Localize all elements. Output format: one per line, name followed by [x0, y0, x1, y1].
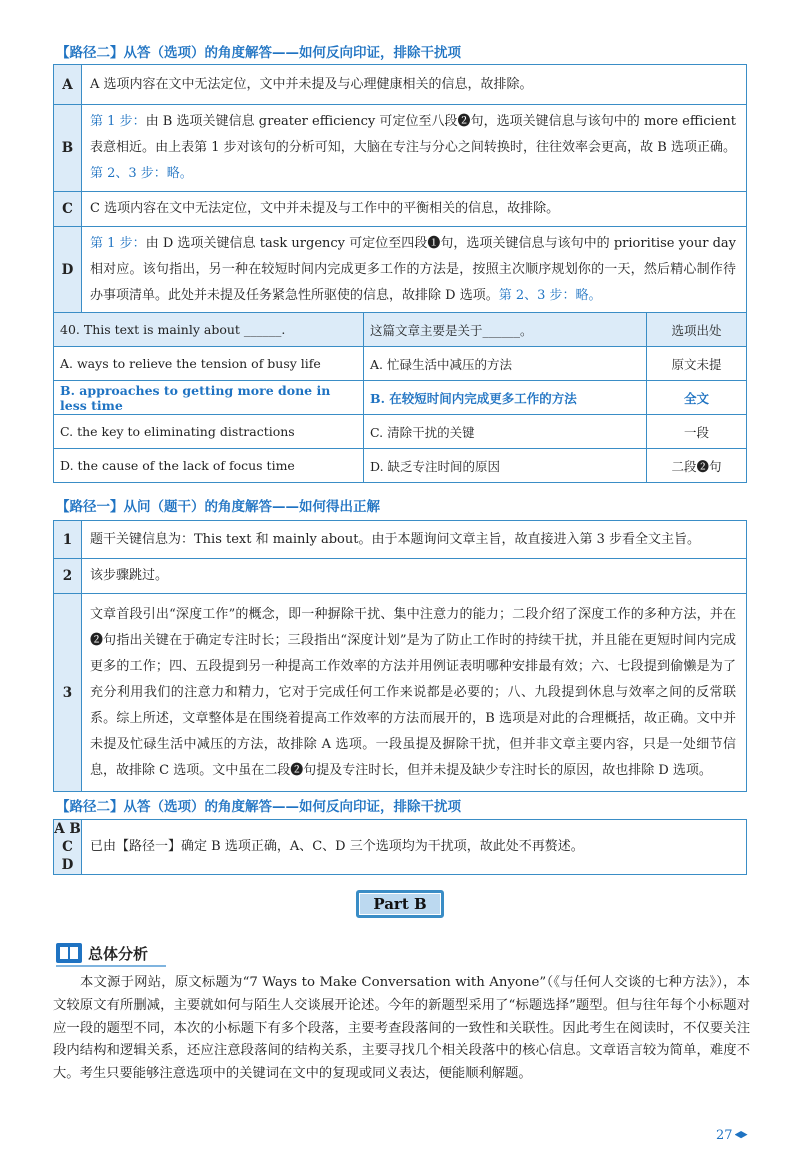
- option-label: C: [54, 192, 82, 227]
- book-icon: [56, 943, 82, 963]
- option-label: D: [54, 227, 82, 314]
- part-b-title: Part B: [359, 893, 441, 915]
- overview-paragraph: 本文源于网站，原文标题为“7 Ways to Make Conversation with Anyone”（《与任何人交谈的七种方法》），本文较原文有所删减，主要就如何与陌生人交谈展开论述。今年的新题型采用了“标题选择”题型。但与往年每个小标题对应一段的题型不同，本次的小标题下有多个段落，主要考查段落间的一致性和关联性。因此考生在阅读时，不仅要关注段内结构和逻辑关系，还应注意段落间的结构关系，主要寻找几个相关段落中的核心信息。文章语言较为简单，难度不大。考生只要能够注意选项中的关键词在文中的复现或同义表达，便能顺利解题。: [53, 975, 750, 1082]
- table-row: [54, 449, 747, 483]
- table-row: [54, 415, 747, 449]
- option-analysis: [82, 192, 747, 227]
- section-title: [56, 942, 148, 964]
- q40-path1-heading: 【路径一】从问（题干）的角度解答——如何得出正解: [56, 499, 380, 515]
- header-source: 选项出处: [647, 313, 747, 347]
- option-source: 一段: [647, 415, 747, 449]
- option-en: C. the key to eliminating distractions: [54, 415, 364, 449]
- step-suffix: 第 2、3 步：略。: [498, 288, 602, 303]
- part-b-badge: [356, 890, 444, 918]
- q40-options-table: [53, 312, 747, 483]
- table-row: [54, 65, 747, 105]
- option-en: A. ways to relieve the tension of busy life: [54, 347, 364, 381]
- option-analysis: [82, 105, 747, 192]
- option-source: 全文: [647, 381, 747, 415]
- option-text: 由 B 选项关键信息 greater efficiency 可定位至八段❷句，选项关键信息与该句中的 more efficient 表意相近。由上表第 1 步对该句的分析可知，大脑在专注与分心之间转换时，往往效率会更高，故 B 选项正确。: [90, 114, 736, 155]
- option-source: 原文未提: [647, 347, 747, 381]
- option-cn: B. 在较短时间内完成更多工作的方法: [364, 381, 647, 415]
- step-prefix: 第 1 步：: [90, 236, 146, 251]
- path2-text: 已由【路径一】确定 B 选项正确，A、C、D 三个选项均为干扰项，故此处不再赘述。: [82, 820, 747, 875]
- section-title-text: 总体分析: [88, 944, 149, 963]
- q40-path2-heading: 【路径二】从答（选项）的角度解答——如何反向印证，排除干扰项: [56, 799, 461, 815]
- combined-label: [54, 820, 82, 875]
- label-bottom: C D: [61, 839, 74, 873]
- q39-path2-heading: 【路径二】从答（选项）的角度解答——如何反向印证，排除干扰项: [56, 45, 461, 61]
- table-row: [54, 820, 747, 875]
- page-number-text: 27: [716, 1128, 733, 1143]
- table-row: [54, 559, 747, 594]
- table-row-correct: [54, 381, 747, 415]
- table-row: [54, 521, 747, 559]
- option-source: 二段❷句: [647, 449, 747, 483]
- option-en: B. approaches to getting more done in less time: [54, 381, 364, 415]
- table-row: [54, 192, 747, 227]
- page-number: [716, 1128, 748, 1143]
- step-prefix: 第 1 步：: [90, 114, 146, 129]
- label-top: A B: [54, 821, 81, 837]
- option-en: D. the cause of the lack of focus time: [54, 449, 364, 483]
- option-analysis: [82, 65, 747, 105]
- step-label: 3: [54, 594, 82, 792]
- step-label: 1: [54, 521, 82, 559]
- option-cn: D. 缺乏专注时间的原因: [364, 449, 647, 483]
- table-header-row: [54, 313, 747, 347]
- step-text: 文章首段引出“深度工作”的概念，即一种摒除干扰、集中注意力的能力；二段介绍了深度工作的多种方法，并在❷句指出关键在于确定专注时长；三段指出“深度计划”是为了防止工作时的持续干扰，并且能在更短时间内完成更多的工作；四、五段提到另一种提高工作效率的方法并用例证表明哪种安排最有效；六、七段提到偷懒是为了充分利用我们的注意力和精力，它对于完成任何工作来说都是必要的；八、九段提到休息与效率之间的反常联系。综上所述，文章整体是在围绕着提高工作效率的方法而展开的，B 选项是对此的合理概括，故正确。文中并未提及忙碌生活中减压的方法，故排除 A 选项。一段虽提及摒除干扰，但并非文章主要内容，只是一处细节信息，故排除 C 选项。文中虽在二段❷句提及专注时长，但并未提及缺少专注时长的原因，故也排除 D 选项。: [82, 594, 747, 792]
- step-suffix: 第 2、3 步：略。: [90, 166, 193, 181]
- table-row: [54, 105, 747, 192]
- header-question-cn: 这篇文章主要是关于______。: [364, 313, 647, 347]
- option-label: B: [54, 105, 82, 192]
- table-row: [54, 227, 747, 314]
- table-row: [54, 594, 747, 792]
- q40-steps-table: [53, 520, 747, 792]
- table-row: [54, 347, 747, 381]
- section-underline: [56, 965, 166, 967]
- option-text: A 选项内容在文中无法定位，文中并未提及与心理健康相关的信息，故排除。: [90, 76, 533, 92]
- option-label: A: [54, 65, 82, 105]
- step-text: 题干关键信息为：This text 和 mainly about。由于本题询问文章主旨，故直接进入第 3 步看全文主旨。: [82, 521, 747, 559]
- q40-path2-table: [53, 819, 747, 875]
- option-cn: C. 清除干扰的关键: [364, 415, 647, 449]
- option-analysis: [82, 227, 747, 314]
- step-text: 该步骤跳过。: [82, 559, 747, 594]
- graduation-cap-icon: [735, 1131, 748, 1140]
- header-question-en: 40. This text is mainly about ______.: [54, 313, 364, 347]
- step-label: 2: [54, 559, 82, 594]
- q39-options-table: [53, 64, 747, 314]
- option-text: C 选项内容在文中无法定位，文中并未提及与工作中的平衡相关的信息，故排除。: [90, 201, 560, 216]
- option-text: 由 D 选项关键信息 task urgency 可定位至四段❶句，选项关键信息与该句中的 prioritise your day 相对应。该句指出，另一种在较短时间内完成更多工作的方法是，按照主次顺序规划你的一天，然后精心制作待办事项清单。此处并未提及任务紧急性所驱使的信息，故排除 D 选项。: [90, 236, 736, 303]
- option-cn: A. 忙碌生活中减压的方法: [364, 347, 647, 381]
